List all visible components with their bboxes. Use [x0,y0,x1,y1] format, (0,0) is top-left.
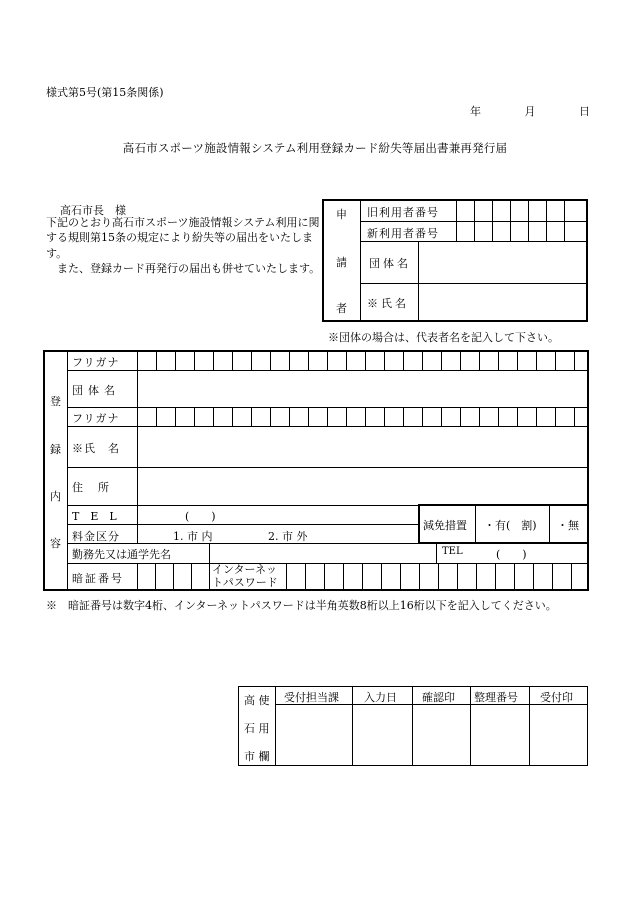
applicant-side-3: 者 [336,302,347,315]
date-day: 日 [579,105,590,118]
fee-category-label: 料金区分 [72,530,120,543]
pin-label: 暗証番号 [72,572,124,585]
document-title: 高石市スポーツ施設情報システム利用登録カード紛失等届出書兼再発行届 [122,141,508,155]
applicant-name-label: ※氏名 [367,297,409,310]
applicant-side-2: 請 [336,256,347,269]
applicant-group-name-label: 団体名 [369,257,411,270]
office-col-input-date: 入力日 [364,691,397,704]
registration-side-4: 容 [50,537,61,550]
date-month: 月 [524,105,536,118]
tel-label: T E L [72,510,117,523]
letter-body [46,215,326,277]
addressee: 高石市長 様 [60,204,126,217]
form-number: 様式第5号(第15条関係) [46,86,164,99]
exemption-no-option: ・無 [557,519,579,532]
new-user-number-label: 新利用者番号 [367,227,439,240]
office-side-1: 高 使 [244,694,270,707]
office-side-2: 石 用 [244,722,270,735]
office-col-reception-stamp: 受付印 [540,691,573,704]
office-side-3: 市 欄 [244,750,270,763]
registration-group-name-label: 団体名 [72,384,120,397]
office-col-reference-number: 整理番号 [474,691,518,704]
letter-paragraph-2: また、登録カード再発行の届出も併せていたします。 [57,262,321,276]
registration-side-3: 内 [50,490,61,503]
workplace-label: 勤務先又は通学先名 [72,548,171,561]
registration-name-label: ※氏 名 [72,442,120,455]
exemption-label: 減免措置 [423,519,467,532]
furigana-label-1: フリガナ [72,356,120,369]
office-col-confirm-stamp: 確認印 [422,691,455,704]
fee-option-city-inside: 1. 市 内 [173,530,213,543]
applicant-side-1: 申 [336,208,347,221]
internet-password-label-line-1: インターネッ [212,563,278,576]
internet-password-label-line-2: トパスワード [212,576,278,589]
tel-parentheses: ( ) [185,510,216,523]
registration-side-1: 登 [50,395,61,408]
workplace-tel-parentheses: ( ) [496,548,527,561]
date-line [470,103,590,119]
date-year: 年 [470,105,481,118]
fee-option-city-outside: 2. 市 外 [268,530,308,543]
furigana-label-2: フリガナ [72,412,120,425]
footnote: ※ 暗証番号は数字4桁、インターネットパスワードは半角英数8桁以上16桁以下を記入してください。 [46,599,557,612]
registration-side-2: 録 [50,443,61,456]
letter-paragraph-1: 下記のとおり高石市スポーツ施設情報システム利用に関する規則第15条の規定により紛失等の届出をいたします。 [46,216,320,260]
old-user-number-label: 旧利用者番号 [367,206,439,219]
representative-note: ※団体の場合は、代表者名を記入して下さい。 [328,331,559,344]
exemption-yes-option: ・有( 割) [484,519,537,532]
office-col-reception-dept: 受付担当課 [284,691,339,704]
workplace-tel-label: TEL [442,546,463,557]
address-label: 住 所 [72,481,111,494]
